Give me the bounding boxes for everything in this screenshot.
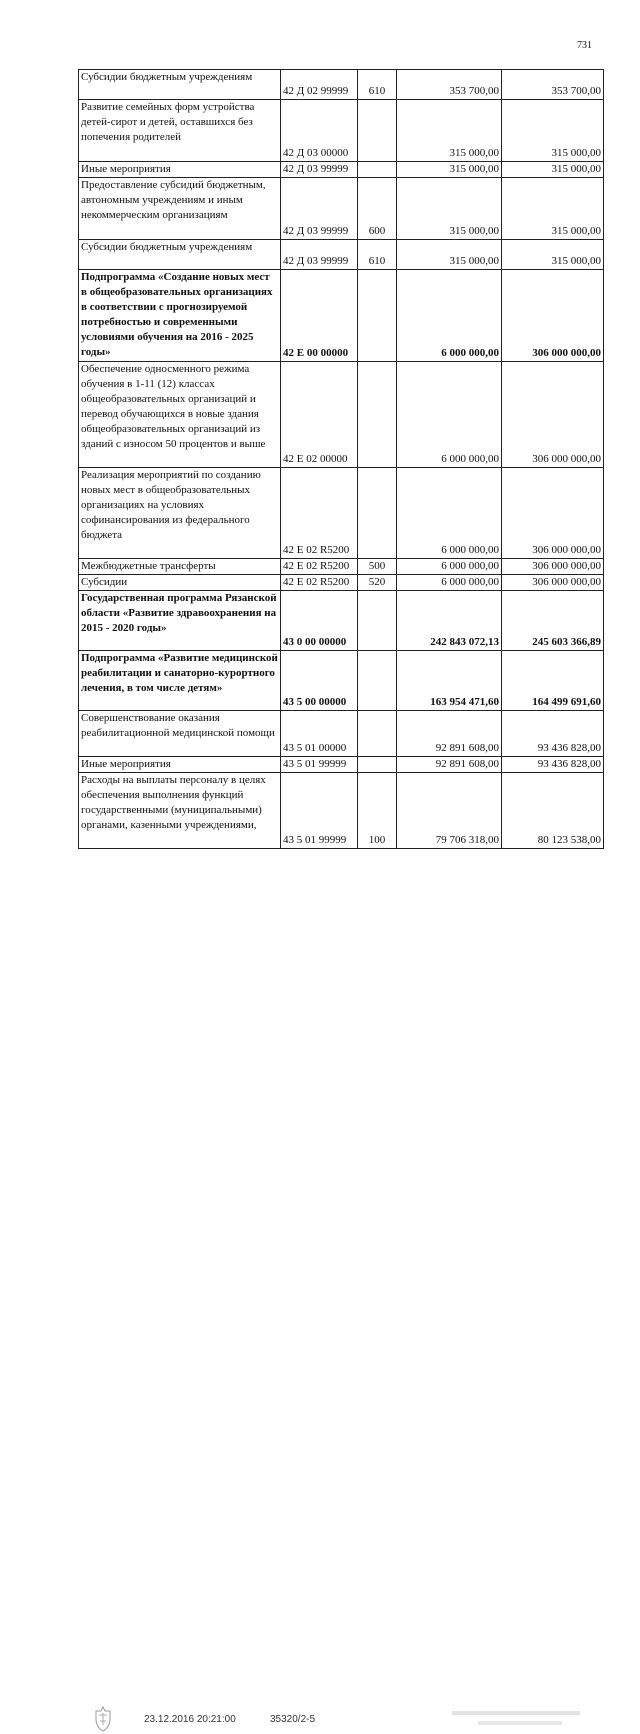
row-sum-2: 315 000,00 xyxy=(502,100,604,162)
row-sum-1: 6 000 000,00 xyxy=(397,575,502,591)
row-sum-1: 6 000 000,00 xyxy=(397,559,502,575)
table-row xyxy=(79,559,604,575)
row-name: Совершенствование оказания реабилитационной медицинской помощи xyxy=(79,711,281,757)
row-kvr xyxy=(358,711,397,757)
row-kvr: 500 xyxy=(358,559,397,575)
row-sum-1: 315 000,00 xyxy=(397,240,502,270)
table-row xyxy=(79,575,604,591)
row-name: Обеспечение односменного режима обучения в 1-11 (12) классах общеобразовательных организаций и перевод обучающихся в новые здания общеобразовательных организаций из зданий с износом 50 процентов и выше xyxy=(79,362,281,468)
row-sum-1: 92 891 608,00 xyxy=(397,757,502,773)
table-row xyxy=(79,362,604,468)
table-row xyxy=(79,70,604,100)
row-sum-2: 306 000 000,00 xyxy=(502,362,604,468)
row-sum-2: 164 499 691,60 xyxy=(502,651,604,711)
row-sum-2: 315 000,00 xyxy=(502,240,604,270)
row-kvr xyxy=(358,162,397,178)
table-row xyxy=(79,240,604,270)
row-name: Развитие семейных форм устройства детей-сирот и детей, оставшихся без попечения родителей xyxy=(79,100,281,162)
row-sum-1: 315 000,00 xyxy=(397,162,502,178)
row-name: Иные мероприятия xyxy=(79,757,281,773)
row-sum-2: 80 123 538,00 xyxy=(502,773,604,849)
row-name: Подпрограмма «Создание новых мест в общеобразовательных организациях в соответствии с прогнозируемой потребностью и современными условиями обучения на 2016 - 2025 годы» xyxy=(79,270,281,362)
table-row xyxy=(79,270,604,362)
row-kvr: 610 xyxy=(358,240,397,270)
row-code: 42 Д 03 99999 xyxy=(281,162,358,178)
table-row xyxy=(79,711,604,757)
row-code: 43 5 01 99999 xyxy=(281,773,358,849)
row-code: 42 Е 02 R5200 xyxy=(281,468,358,559)
row-sum-1: 353 700,00 xyxy=(397,70,502,100)
row-code: 42 Д 02 99999 xyxy=(281,70,358,100)
row-sum-2: 93 436 828,00 xyxy=(502,757,604,773)
row-sum-1: 315 000,00 xyxy=(397,100,502,162)
row-sum-2: 353 700,00 xyxy=(502,70,604,100)
row-name: Предоставление субсидий бюджетным, автономным учреждениям и иным некоммерческим организациям xyxy=(79,178,281,240)
table-row xyxy=(79,178,604,240)
budget-table xyxy=(78,69,604,849)
row-name: Государственная программа Рязанской области «Развитие здравоохранения на 2015 - 2020 годы» xyxy=(79,591,281,651)
row-kvr: 100 xyxy=(358,773,397,849)
row-sum-1: 163 954 471,60 xyxy=(397,651,502,711)
row-kvr xyxy=(358,591,397,651)
row-sum-1: 6 000 000,00 xyxy=(397,270,502,362)
row-sum-1: 315 000,00 xyxy=(397,178,502,240)
row-kvr: 600 xyxy=(358,178,397,240)
table-row xyxy=(79,757,604,773)
row-sum-2: 93 436 828,00 xyxy=(502,711,604,757)
row-sum-2: 315 000,00 xyxy=(502,162,604,178)
row-sum-1: 6 000 000,00 xyxy=(397,468,502,559)
row-kvr xyxy=(358,100,397,162)
row-sum-2: 306 000 000,00 xyxy=(502,270,604,362)
row-sum-1: 79 706 318,00 xyxy=(397,773,502,849)
table-row xyxy=(79,468,604,559)
row-kvr: 520 xyxy=(358,575,397,591)
row-code: 42 Е 00 00000 xyxy=(281,270,358,362)
row-kvr xyxy=(358,651,397,711)
row-code: 42 Е 02 R5200 xyxy=(281,575,358,591)
row-code: 43 0 00 00000 xyxy=(281,591,358,651)
row-sum-2: 306 000 000,00 xyxy=(502,559,604,575)
row-code: 43 5 01 99999 xyxy=(281,757,358,773)
row-code: 43 5 01 00000 xyxy=(281,711,358,757)
row-kvr: 610 xyxy=(358,70,397,100)
row-code: 43 5 00 00000 xyxy=(281,651,358,711)
row-code: 42 Е 02 00000 xyxy=(281,362,358,468)
table-row xyxy=(79,773,604,849)
row-sum-2: 315 000,00 xyxy=(502,178,604,240)
row-name: Расходы на выплаты персоналу в целях обеспечения выполнения функций государственными (муниципальными) органами, казенными учреждениями, xyxy=(79,773,281,849)
footer-doc-number: 35320/2-5 xyxy=(270,1714,316,1725)
footer-date: 23.12.2016 20:21:00 xyxy=(144,1714,236,1725)
row-name: Субсидии xyxy=(79,575,281,591)
coat-of-arms-icon xyxy=(92,1705,114,1733)
row-kvr xyxy=(358,270,397,362)
page-footer xyxy=(0,850,640,1725)
row-sum-1: 6 000 000,00 xyxy=(397,362,502,468)
row-code: 42 Д 03 99999 xyxy=(281,240,358,270)
row-sum-2: 245 603 366,89 xyxy=(502,591,604,651)
table-row xyxy=(79,162,604,178)
row-name: Иные мероприятия xyxy=(79,162,281,178)
row-name: Подпрограмма «Развитие медицинской реабилитации и санаторно-курортного лечения, в том числе детям» xyxy=(79,651,281,711)
row-kvr xyxy=(358,757,397,773)
row-sum-2: 306 000 000,00 xyxy=(502,575,604,591)
page-number: 731 xyxy=(577,40,592,51)
row-name: Субсидии бюджетным учреждениям xyxy=(79,240,281,270)
table-row xyxy=(79,591,604,651)
row-sum-1: 92 891 608,00 xyxy=(397,711,502,757)
table-row xyxy=(79,651,604,711)
row-code: 42 Д 03 99999 xyxy=(281,178,358,240)
row-name: Межбюджетные трансферты xyxy=(79,559,281,575)
row-name: Субсидии бюджетным учреждениям xyxy=(79,70,281,100)
row-sum-1: 242 843 072,13 xyxy=(397,591,502,651)
row-kvr xyxy=(358,468,397,559)
row-name: Реализация мероприятий по созданию новых мест в общеобразовательных организациях на условиях софинансирования из федерального бюджета xyxy=(79,468,281,559)
faded-stamp-icon xyxy=(450,1706,590,1734)
row-kvr xyxy=(358,362,397,468)
table-row xyxy=(79,100,604,162)
row-sum-2: 306 000 000,00 xyxy=(502,468,604,559)
row-code: 42 Д 03 00000 xyxy=(281,100,358,162)
row-code: 42 Е 02 R5200 xyxy=(281,559,358,575)
